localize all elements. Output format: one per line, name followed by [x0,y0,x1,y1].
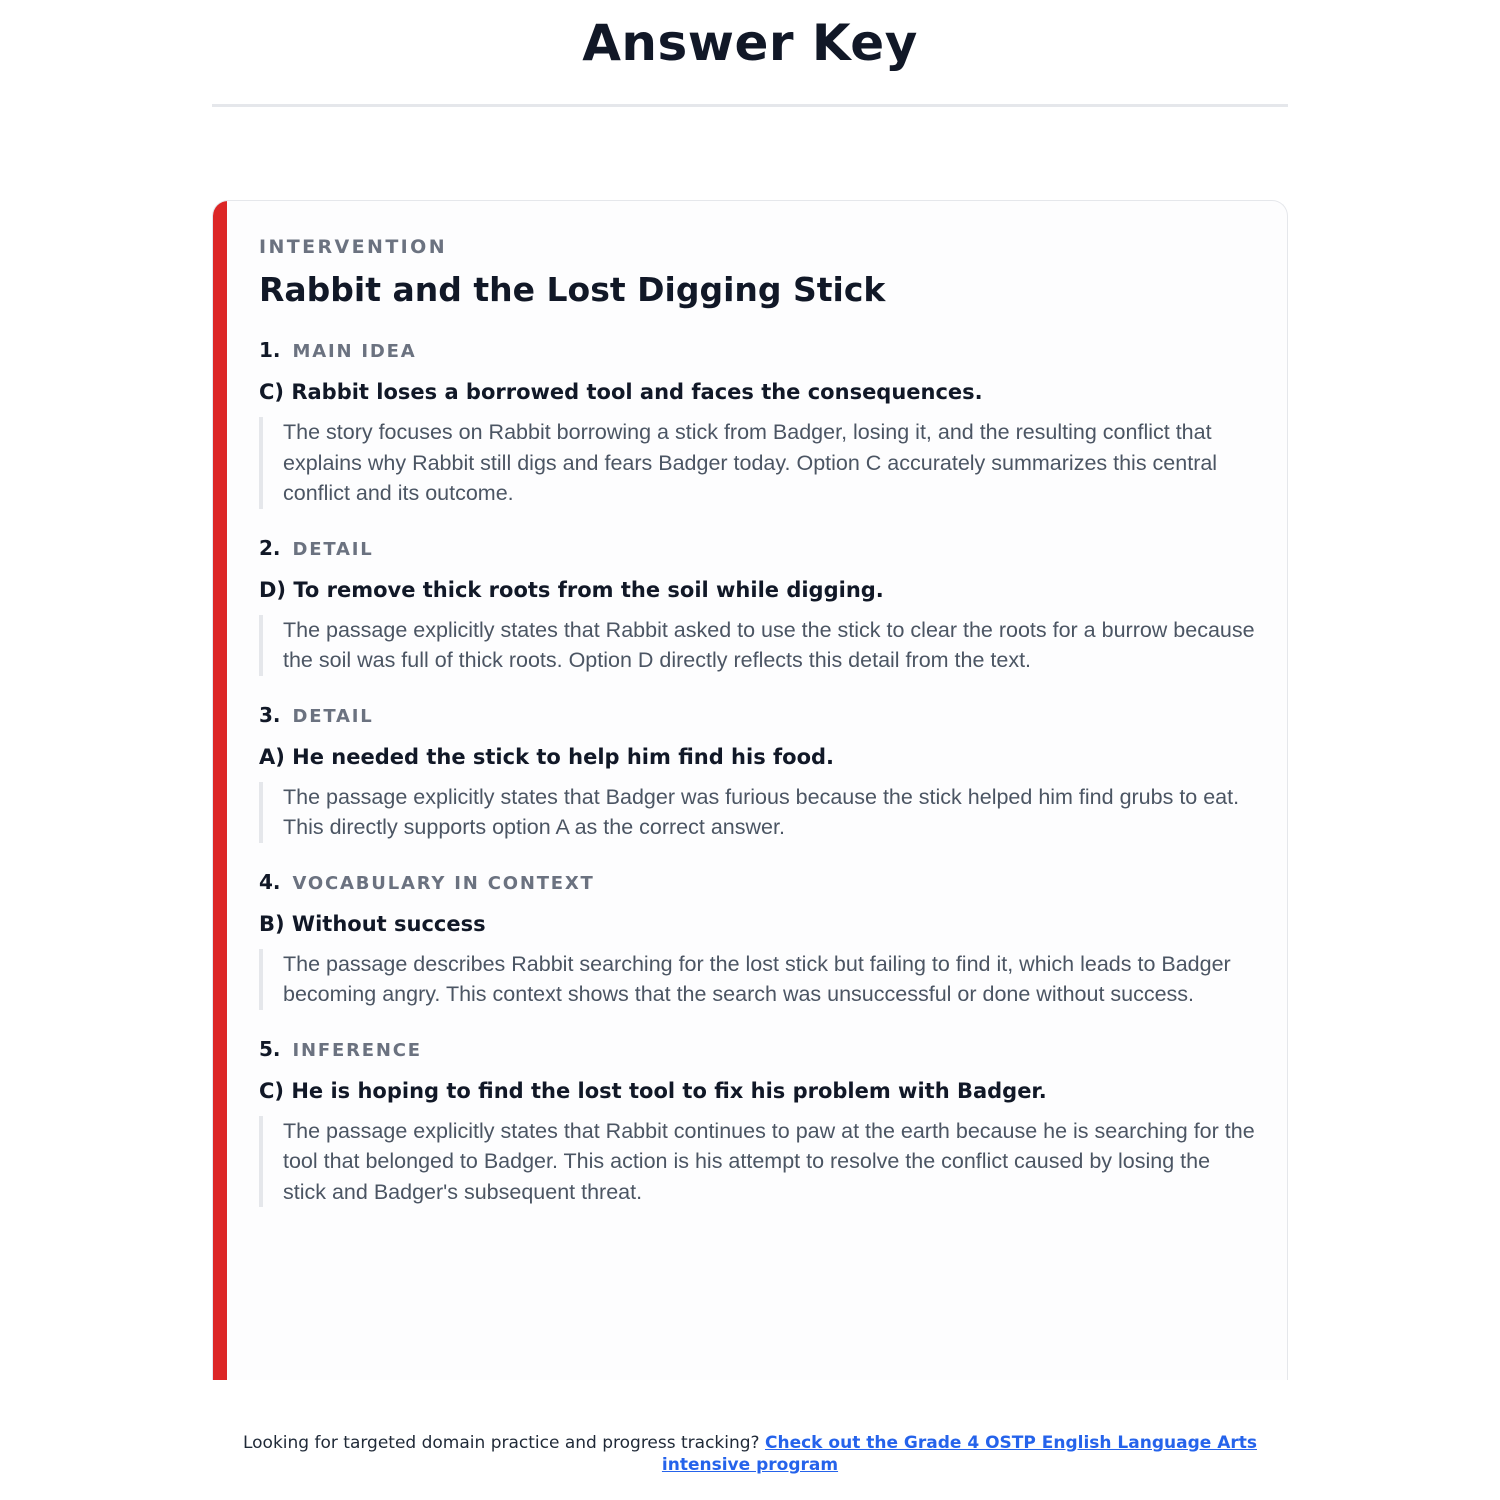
question-item [259,337,1259,509]
story-title: Rabbit and the Lost Digging Stick [259,270,886,309]
question-item [259,1036,1259,1208]
question-category: DETAIL [292,538,374,560]
question-number: 2. [259,535,281,560]
question-answer: D) To remove thick roots from the soil while digging. [259,577,884,602]
question-answer: A) He needed the stick to help him find his food. [259,744,835,769]
question-answer: C) He is hoping to find the lost tool to fix his problem with Badger. [259,1078,1047,1103]
question-number: 1. [259,338,281,362]
question-number: 3. [259,702,281,727]
question-explanation: The passage explicitly states that Badger was furious because the stick helped him find grubs to eat. This directly supports option A as the correct answer. [259,782,1259,843]
question-number: 4. [259,869,281,894]
program-link[interactable]: Check out the Grade 4 OSTP English Language Arts intensive program [661,1433,1257,1475]
question-category: MAIN IDEA [292,341,417,362]
question-explanation: The story focuses on Rabbit borrowing a stick from Badger, losing it, and the resulting conflict that explains why Rabbit still digs and fears Badger today. Option C accurately summarizes this central conflict and its outcome. [259,417,1259,509]
card-accent-bar [213,201,227,1380]
question-answer: B) Without success [259,911,486,936]
question-item [259,869,1259,1010]
card-content [259,235,1259,1207]
question-category: DETAIL [292,705,374,727]
footer-prompt: Looking for targeted domain practice and progress tracking? [242,1433,760,1453]
question-category: VOCABULARY IN CONTEXT [292,872,595,894]
question-answer: C) Rabbit loses a borrowed tool and faces the consequences. [259,380,983,404]
question-explanation: The passage explicitly states that Rabbit asked to use the stick to clear the roots for a burrow because the soil was full of thick roots. Option D directly reflects this detail from the text. [259,615,1259,676]
title-divider [212,104,1288,107]
question-item [259,535,1259,676]
question-number: 5. [259,1036,281,1061]
page-title: Answer Key [582,14,918,72]
question-explanation: The passage describes Rabbit searching for the lost stick but failing to find it, which leads to Badger becoming angry. This context shows that the search was unsuccessful or done without success. [259,949,1259,1010]
question-explanation: The passage explicitly states that Rabbit continues to paw at the earth because he is searching for the tool that belonged to Badger. This action is his attempt to resolve the conflict caused by losing the stick and Badger's subsequent threat. [259,1116,1259,1208]
question-item [259,702,1259,843]
footer-promo [200,1432,1300,1476]
card-kicker: INTERVENTION [259,236,448,258]
answer-card [212,200,1288,1380]
question-category: INFERENCE [292,1039,422,1061]
